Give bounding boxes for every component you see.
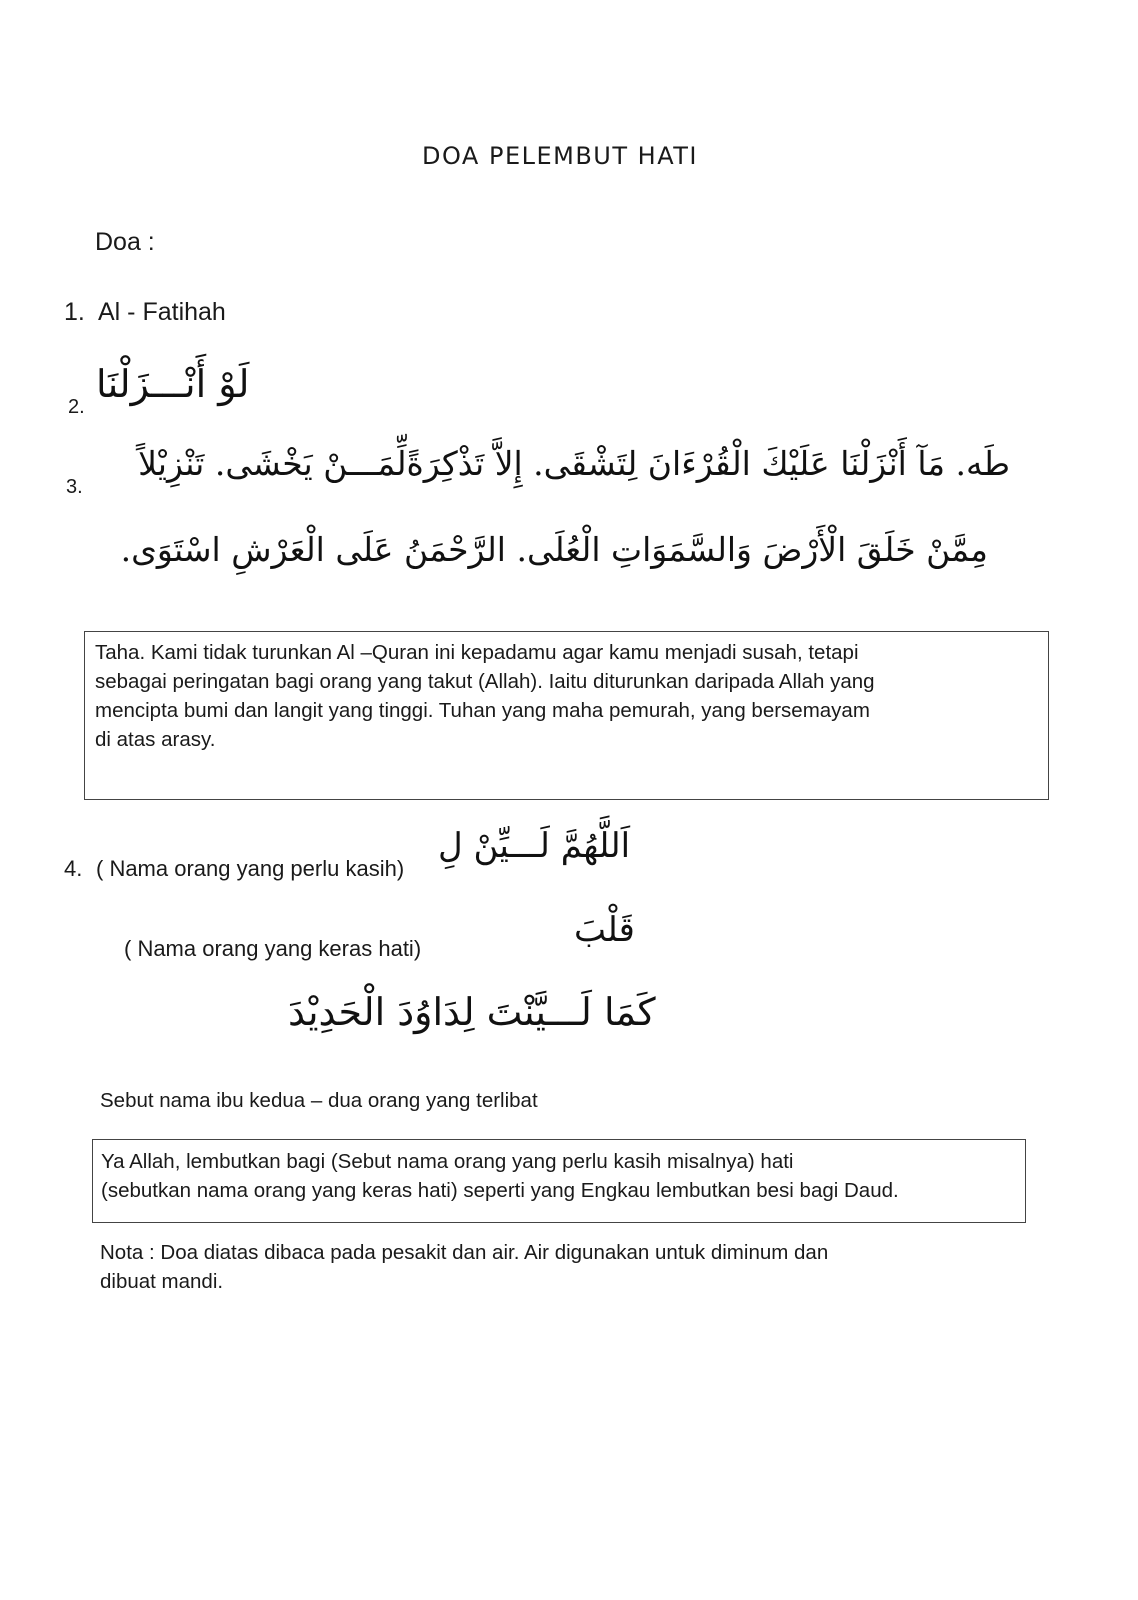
item-3-number: 3. <box>66 476 83 498</box>
note-line: dibuat mandi. <box>100 1270 224 1293</box>
note <box>100 1238 828 1296</box>
instruction-text: Sebut nama ibu kedua – dua orang yang terlibat <box>100 1089 538 1112</box>
translation-1-line: mencipta bumi dan langit yang tinggi. Tuhan yang maha pemurah, yang bersemayam <box>95 699 870 722</box>
item-4-number: 4. <box>64 856 83 881</box>
item-2-arabic: لَوْ أَنْـــزَلْنَا <box>96 362 250 406</box>
translation-1-line: Taha. Kami tidak turunkan Al –Quran ini kepadamu agar kamu menjadi susah, tetapi <box>95 641 859 664</box>
translation-box-2 <box>92 1139 1026 1223</box>
item-4-arabic-1: اَللَّهُمَّ لَـــيِّنْ لِ <box>438 826 631 866</box>
item-3-arabic-line2: مِمَّنْ خَلَقَ الْأَرْضَ وَالسَّمَوَاتِ الْعُلَى. الرَّحْمَنُ عَلَى الْعَرْشِ اسْتَوَى. <box>120 530 988 569</box>
page-title: DOA PELEMBUT HATI <box>421 142 699 170</box>
translation-1-line: sebagai peringatan bagi orang yang takut (Allah). Iaitu diturunkan daripada Allah yang <box>95 670 875 693</box>
doa-label: Doa : <box>95 228 155 256</box>
translation-2-line: Ya Allah, lembutkan bagi (Sebut nama orang yang perlu kasih misalnya) hati <box>101 1150 794 1173</box>
translation-2-line: (sebutkan nama orang yang keras hati) seperti yang Engkau lembutkan besi bagi Daud. <box>101 1179 899 1202</box>
translation-box-1 <box>84 631 1049 800</box>
note-line: Nota : Doa diatas dibaca pada pesakit dan air. Air digunakan untuk diminum dan <box>100 1241 829 1264</box>
item-4-arabic-2: قَلْبَ <box>574 910 635 950</box>
item-2-number: 2. <box>68 396 85 418</box>
item-4-placeholder-2: ( Nama orang yang keras hati) <box>124 936 422 961</box>
item-1-text: Al - Fatihah <box>98 298 226 326</box>
item-4-arabic-3: كَمَا لَـــيَّنْتَ لِدَاوُدَ الْحَدِيْدَ <box>288 990 656 1034</box>
translation-1-line: di atas arasy. <box>95 728 216 751</box>
item-4-placeholder-1: ( Nama orang yang perlu kasih) <box>96 856 405 881</box>
item-3-arabic-line1: طَه. مَآ أَنْزَلْنَا عَلَيْكَ الْقُرْءَانَ لِتَشْقَى. إِلاَّ تَذْكِرَةًلِّمَـــنْ يَخْشَى. تَنْزِيْلاً <box>138 444 1010 483</box>
item-1-number: 1. <box>64 298 85 326</box>
